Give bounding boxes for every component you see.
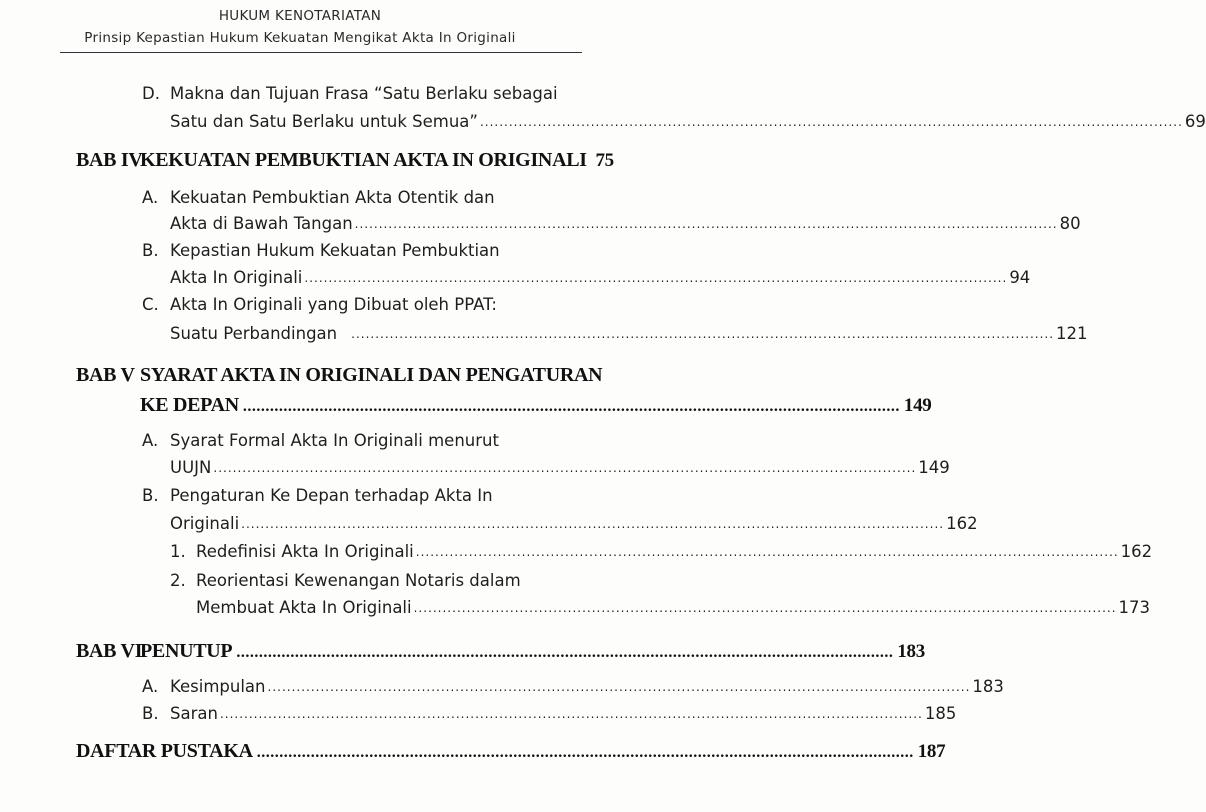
toc-entry-row <box>170 677 1004 696</box>
page-number: 94 <box>1009 268 1031 287</box>
toc-entry-text: UUJN <box>170 458 212 477</box>
toc-entry-text: Akta In Originali <box>170 268 303 287</box>
toc-entry-line: Pengaturan Ke Depan terhadap Akta In <box>170 486 493 505</box>
toc-marker: C. <box>142 295 159 314</box>
toc-marker: 1. <box>170 542 186 561</box>
toc-entry-line: Reorientasi Kewenangan Notaris dalam <box>196 571 521 590</box>
chapter-page-number: 183 <box>897 641 925 662</box>
toc-entry-row <box>196 598 1151 617</box>
dot-leader: .................................................................................................................................................. <box>219 707 923 721</box>
bibliography-row <box>76 740 946 763</box>
page-number: 185 <box>924 704 957 723</box>
dot-leader: .................................................................................................................................................. <box>413 601 1117 615</box>
toc-entry-row <box>170 324 1088 343</box>
chapter-page-number: 75 <box>595 150 614 171</box>
chapter-title <box>140 149 614 172</box>
toc-entry-text: Originali <box>170 514 240 533</box>
toc-entry-text: Satu dan Satu Berlaku untuk Semua” <box>170 112 478 131</box>
toc-entry-text: Membuat Akta In Originali <box>196 598 412 617</box>
toc-marker: B. <box>142 486 159 505</box>
dot-leader: .................................................................................................................................................. <box>479 115 1183 129</box>
chapter-page-number: 149 <box>903 395 932 416</box>
chapter-title-text: KEKUATAN PEMBUKTIAN AKTA IN ORIGINALI <box>140 149 587 171</box>
toc-entry-row <box>170 514 978 533</box>
toc-entry-text: Akta di Bawah Tangan <box>170 214 353 233</box>
dot-leader: .................................................................................................................................................. <box>236 644 894 661</box>
dot-leader: .................................................................................................................................................. <box>241 517 945 531</box>
toc-entry-line: Akta In Originali yang Dibuat oleh PPAT: <box>170 295 497 314</box>
page-number: 69 <box>1184 112 1206 131</box>
page-number: 121 <box>1056 324 1088 343</box>
dot-leader: .................................................................................................................................................. <box>267 680 971 694</box>
chapter-label: BAB V <box>76 364 135 386</box>
chapter-title-text: SYARAT AKTA IN ORIGINALI DAN PENGATURAN <box>140 364 603 386</box>
toc-marker: D. <box>142 84 160 103</box>
header-rule <box>60 52 582 53</box>
chapter-title-text: PENUTUP <box>140 640 233 662</box>
bibliography-title: DAFTAR PUSTAKA <box>76 740 253 762</box>
toc-marker: A. <box>142 431 159 450</box>
dot-leader: .................................................................................................................................................. <box>354 217 1058 231</box>
page-number: 162 <box>1120 542 1153 561</box>
running-header-subtitle: Prinsip Kepastian Hukum Kekuatan Mengikat Akta In Originali <box>84 30 516 46</box>
toc-marker: B. <box>142 241 159 260</box>
chapter-title-row <box>140 640 925 663</box>
toc-entry-text: Saran <box>170 704 218 723</box>
toc-marker: 2. <box>170 571 186 590</box>
toc-entry-row <box>170 268 1031 287</box>
toc-entry-row <box>170 458 950 477</box>
dot-leader: .................................................................................................................................................. <box>256 744 914 761</box>
chapter-title-text: KE DEPAN <box>140 394 239 416</box>
toc-entry-line: Kepastian Hukum Kekuatan Pembuktian <box>170 241 500 260</box>
dot-leader: .................................................................................................................................................. <box>242 398 900 415</box>
page-number: 80 <box>1059 214 1081 233</box>
toc-entry-line: Syarat Formal Akta In Originali menurut <box>170 431 499 450</box>
dot-leader: .................................................................................................................................................. <box>351 327 1055 341</box>
running-header-title: HUKUM KENOTARIATAN <box>218 8 382 24</box>
toc-marker: B. <box>142 704 159 723</box>
toc-entry-row <box>170 214 1081 233</box>
page-number: 149 <box>918 458 950 477</box>
page-number: 162 <box>946 514 978 533</box>
toc-entry-line: Kekuatan Pembuktian Akta Otentik dan <box>170 188 495 207</box>
toc-entry-line: Makna dan Tujuan Frasa “Satu Berlaku sebagai <box>170 84 558 103</box>
toc-entry-text: Kesimpulan <box>170 677 266 696</box>
toc-marker: A. <box>142 677 159 696</box>
toc-entry-text: Redefinisi Akta In Originali <box>196 542 414 561</box>
chapter-label: BAB VI <box>76 640 143 662</box>
toc-entry-row <box>170 704 957 723</box>
chapter-title-row <box>140 394 932 417</box>
chapter-page-number: 187 <box>917 741 946 762</box>
toc-entry-text: Suatu Perbandingan <box>170 324 338 343</box>
toc-entry-row <box>196 542 1153 561</box>
dot-leader: .................................................................................................................................................. <box>304 271 1008 285</box>
toc-entry-row <box>170 112 1206 131</box>
dot-leader: .................................................................................................................................................. <box>415 545 1119 559</box>
dot-leader: .................................................................................................................................................. <box>213 461 917 475</box>
toc-marker: A. <box>142 188 159 207</box>
page-number: 183 <box>972 677 1004 696</box>
chapter-label: BAB IV <box>76 149 143 171</box>
page-number: 173 <box>1118 598 1151 617</box>
